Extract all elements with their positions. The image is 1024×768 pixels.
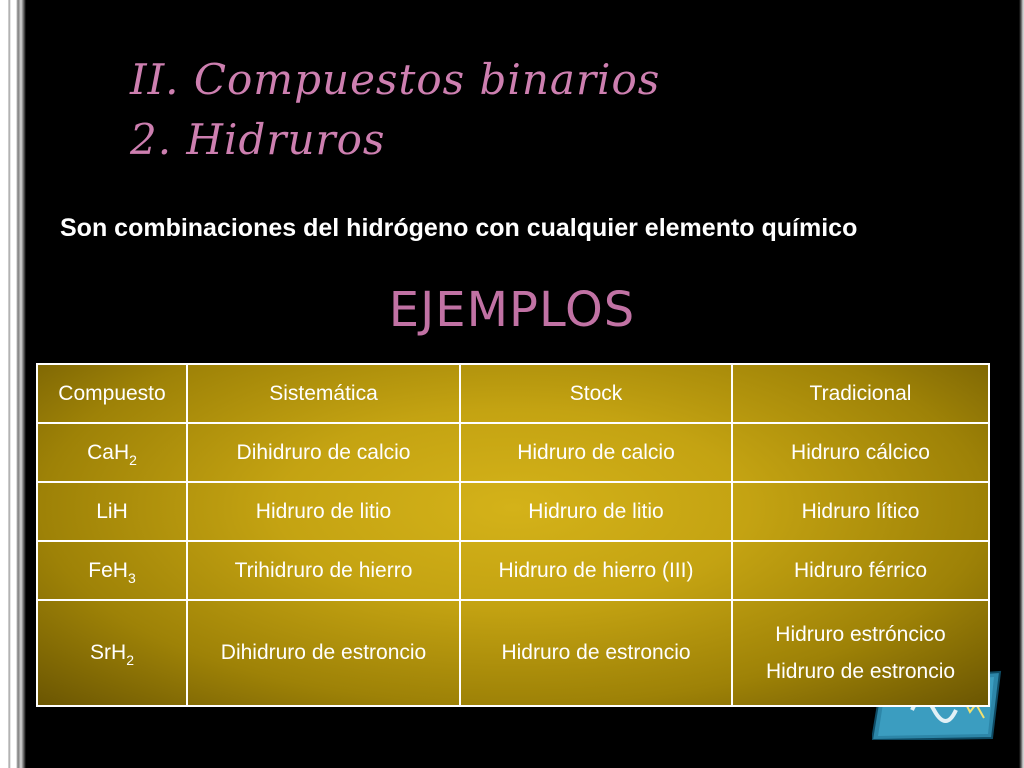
table-row — [37, 600, 989, 706]
table-row — [37, 482, 989, 541]
header-compuesto: Compuesto — [37, 364, 187, 423]
header-tradicional: Tradicional — [732, 364, 989, 423]
sistematica-cell: Dihidruro de calcio — [187, 423, 460, 482]
sistematica-cell: Dihidruro de estroncio — [187, 600, 460, 706]
title-line-1: II. Compuestos binarios — [130, 55, 661, 104]
slide-subtitle: Son combinaciones del hidrógeno con cualquier elemento químico — [60, 214, 858, 242]
formula-subscript: 3 — [127, 569, 136, 586]
compound-formula: FeH — [88, 558, 128, 582]
stock-cell: Hidruro de calcio — [460, 423, 732, 482]
tradicional-cell: Hidruro cálcico — [732, 423, 989, 482]
table-row — [37, 423, 989, 482]
header-sistematica: Sistemática — [187, 364, 460, 423]
compound-formula: SrH — [90, 641, 127, 665]
formula-subscript: 2 — [126, 652, 134, 669]
stock-cell: Hidruro de hierro (III) — [460, 541, 732, 600]
stock-cell: Hidruro de estroncio — [460, 600, 732, 706]
compound-formula: LiH — [96, 499, 128, 523]
slide-left-border — [0, 0, 26, 768]
sistematica-cell: Hidruro de litio — [187, 482, 460, 541]
examples-heading: EJEMPLOS — [388, 282, 636, 338]
hydrides-table — [36, 363, 990, 707]
compound-cell — [37, 600, 187, 706]
tradicional-name: Hidruro de estroncio — [765, 659, 956, 683]
compound-formula: CaH — [87, 440, 130, 464]
formula-subscript: 2 — [129, 451, 137, 468]
tradicional-name: Hidruro estróncico — [775, 622, 946, 646]
compound-cell — [37, 482, 187, 541]
compound-cell — [37, 423, 187, 482]
title-line-2: 2. Hidruros — [130, 115, 386, 164]
header-stock: Stock — [460, 364, 732, 423]
compound-cell — [37, 541, 187, 600]
table-row — [37, 541, 989, 600]
slide-right-border — [1019, 0, 1024, 768]
tradicional-cell: Hidruro férrico — [732, 541, 989, 600]
slide-title — [130, 50, 660, 170]
stock-cell: Hidruro de litio — [460, 482, 732, 541]
sistematica-cell: Trihidruro de hierro — [187, 541, 460, 600]
tradicional-cell — [732, 600, 989, 706]
tradicional-cell: Hidruro lítico — [732, 482, 989, 541]
table-header-row — [37, 364, 989, 423]
